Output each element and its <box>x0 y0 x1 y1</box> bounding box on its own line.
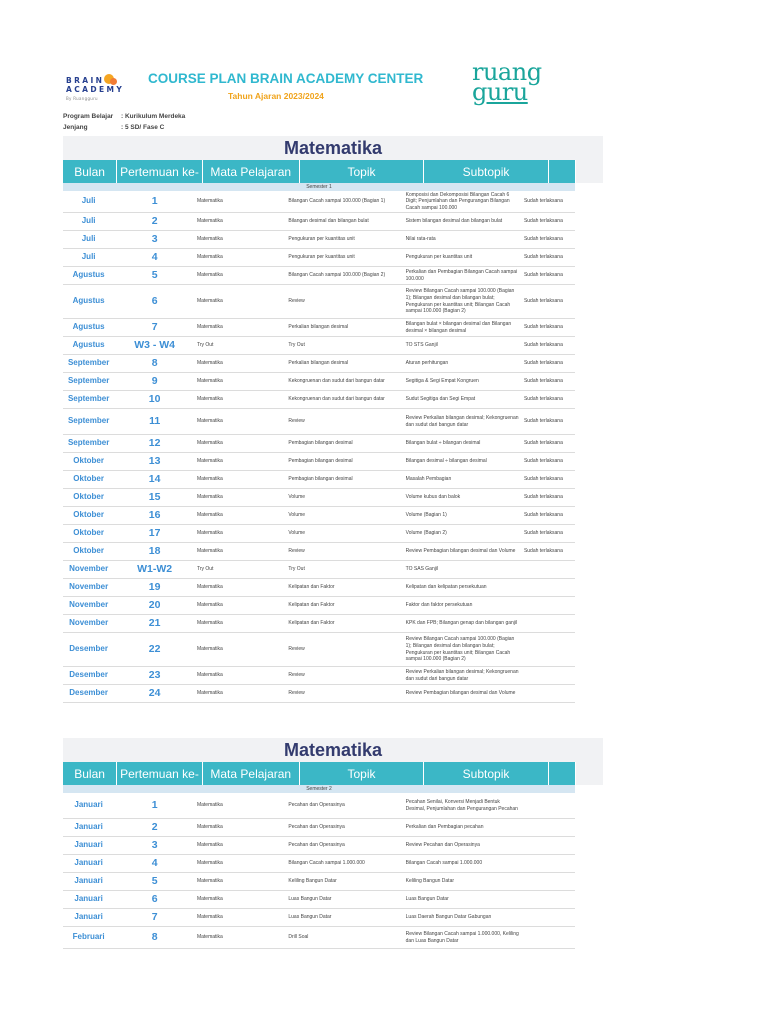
table-row <box>63 409 575 435</box>
cell-pertemuan: 5 <box>151 269 158 282</box>
cell-mata-pelajaran: Matematika <box>196 218 223 225</box>
col-topik: Topik <box>300 160 425 183</box>
cell-pertemuan: 20 <box>148 599 161 612</box>
cell-pertemuan: 14 <box>148 473 161 486</box>
cell-status <box>521 899 575 901</box>
cell-topik: Review <box>288 298 305 305</box>
cell-bulan: Januari <box>74 822 103 832</box>
cell-bulan: November <box>69 600 109 610</box>
cell-subtopik: Review Pembagian bilangan desimal dan Volume <box>405 548 516 555</box>
cell-subtopik: KPK dan FPB; Bilangan genap dan bilangan ganjil <box>405 620 518 627</box>
cell-subtopik: Masalah Pembagian <box>405 476 452 483</box>
cell-status: Sudah terlaksana <box>523 494 563 501</box>
cell-pertemuan: 11 <box>149 415 161 428</box>
cell-topik: Perkalian bilangan desimal <box>288 324 349 331</box>
cell-subtopik: Faktor dan faktor persekutuan <box>405 602 473 609</box>
cell-mata-pelajaran: Matematika <box>196 548 223 555</box>
cell-mata-pelajaran: Matematika <box>196 396 223 403</box>
cell-status: Sudah terlaksana <box>523 378 563 385</box>
cell-subtopik: Perkalian dan Pembagian Bilangan Cacah sampai 100.000 <box>405 268 518 282</box>
cell-bulan: Oktober <box>73 546 104 556</box>
cell-bulan: Juli <box>81 216 96 226</box>
cell-mata-pelajaran: Matematika <box>196 476 223 483</box>
cell-status: Sudah terlaksana <box>523 218 563 225</box>
jenjang-label: Jenjang <box>63 124 88 131</box>
cell-bulan: November <box>69 582 109 592</box>
cell-bulan: Januari <box>74 894 103 904</box>
academic-year: Tahun Ajaran 2023/2024 <box>228 91 324 101</box>
section-semester-1 <box>63 136 603 703</box>
header-spacer <box>576 160 603 183</box>
cell-status <box>521 937 575 939</box>
cell-subtopik: Review Bilangan Cacah sampai 1.000.000, Keliling dan Luas Bangun Datar <box>405 930 519 944</box>
cell-topik: Bilangan Cacah sampai 100.000 (Bagian 2) <box>288 272 386 279</box>
cell-mata-pelajaran: Matematika <box>196 418 223 425</box>
cell-mata-pelajaran: Matematika <box>196 878 223 885</box>
cell-subtopik: Volume (Bagian 1) <box>405 512 447 519</box>
cell-pertemuan: 4 <box>151 857 158 870</box>
cell-topik: Kelipatan dan Faktor <box>288 602 335 609</box>
cell-subtopik: Keliling Bangun Datar <box>405 878 455 885</box>
cell-bulan: Oktober <box>73 492 104 502</box>
cell-status: Sudah terlaksana <box>523 298 563 305</box>
table-header <box>63 762 603 785</box>
cell-mata-pelajaran: Matematika <box>196 934 223 941</box>
cell-bulan: September <box>67 438 110 448</box>
ruangguru-logo-line2: guru <box>472 78 528 106</box>
cell-status <box>521 845 575 847</box>
bulb-accent-icon <box>110 78 117 85</box>
header-spacer <box>576 762 603 785</box>
cell-mata-pelajaran: Matematika <box>196 646 223 653</box>
cell-subtopik: TO SAS Ganjil <box>405 566 439 573</box>
cell-subtopik: Bilangan desimal ÷ bilangan desimal <box>405 458 487 465</box>
cell-pertemuan: 13 <box>148 455 161 468</box>
cell-topik: Review <box>288 672 305 679</box>
col-subtopik: Subtopik <box>424 762 549 785</box>
table-row <box>63 597 575 615</box>
cell-topik: Pengukuran per kuantitas unit <box>288 236 355 243</box>
cell-status <box>521 917 575 919</box>
table-row <box>63 855 575 873</box>
table-body <box>63 793 603 949</box>
cell-subtopik: Bilangan Cacah sampai 1.000.000 <box>405 860 483 867</box>
cell-pertemuan: 1 <box>151 195 158 208</box>
table-row <box>63 837 575 855</box>
table-row <box>63 471 575 489</box>
cell-pertemuan: 23 <box>148 669 161 682</box>
cell-topik: Luas Bangun Datar <box>288 914 332 921</box>
cell-bulan: Desember <box>69 670 108 680</box>
cell-bulan: Agustus <box>72 270 105 280</box>
table-row <box>63 355 575 373</box>
cell-bulan: Agustus <box>72 322 105 332</box>
cell-topik: Perkalian bilangan desimal <box>288 360 349 367</box>
table-row <box>63 685 575 703</box>
cell-status <box>521 881 575 883</box>
cell-mata-pelajaran: Matematika <box>196 360 223 367</box>
ruangguru-logo <box>472 58 562 114</box>
cell-pertemuan: 4 <box>151 251 158 264</box>
cell-pertemuan: 6 <box>151 295 158 308</box>
cell-pertemuan: 3 <box>151 839 158 852</box>
table-row <box>63 191 575 213</box>
table-row <box>63 249 575 267</box>
cell-subtopik: Pengukuran per kuantitas unit <box>405 254 473 261</box>
cell-bulan: Oktober <box>73 528 104 538</box>
cell-subtopik: Volume (Bagian 2) <box>405 530 447 537</box>
cell-bulan: November <box>69 564 109 574</box>
table-body <box>63 191 603 703</box>
cell-mata-pelajaran: Matematika <box>196 620 223 627</box>
cell-topik: Volume <box>288 512 306 519</box>
table-row <box>63 373 575 391</box>
cell-bulan: September <box>67 394 110 404</box>
cell-topik: Drill Soal <box>288 934 309 941</box>
cell-status <box>521 649 575 651</box>
cell-subtopik: TO STS Ganjil <box>405 342 438 349</box>
cell-subtopik: Perkalian dan Pembagian pecahan <box>405 824 484 831</box>
cell-topik: Try Out <box>288 342 305 349</box>
cell-subtopik: Bilangan bulat ÷ bilangan desimal <box>405 440 481 447</box>
col-mata-pelajaran: Mata Pelajaran <box>203 762 300 785</box>
cell-subtopik: Sistem bilangan desimal dan bilangan bulat <box>405 218 503 225</box>
cell-bulan: Desember <box>69 688 108 698</box>
col-mata-pelajaran: Mata Pelajaran <box>203 160 300 183</box>
cell-status: Sudah terlaksana <box>523 418 563 425</box>
cell-topik: Pecahan dan Operasinya <box>288 802 345 809</box>
cell-status: Sudah terlaksana <box>523 458 563 465</box>
cell-subtopik: Pecahan Senilai, Konversi Menjadi Bentuk Desimal, Penjumlahan dan Pengurangan Pecahan <box>405 798 518 812</box>
cell-mata-pelajaran: Matematika <box>196 198 223 205</box>
cell-pertemuan: 9 <box>151 375 158 388</box>
cell-topik: Bilangan Cacah sampai 100.000 (Bagian 1) <box>288 198 386 205</box>
cell-subtopik: Kelipatan dan kelipatan persekutuan <box>405 584 487 591</box>
table-row <box>63 525 575 543</box>
program-label: Program Belajar <box>63 113 114 120</box>
cell-bulan: Januari <box>74 858 103 868</box>
program-value: : Kurikulum Merdeka <box>121 113 186 120</box>
col-bulan: Bulan <box>63 160 117 183</box>
table-row <box>63 453 575 471</box>
table-row <box>63 667 575 685</box>
cell-topik: Volume <box>288 494 306 501</box>
cell-status: Sudah terlaksana <box>523 548 563 555</box>
cell-status: Sudah terlaksana <box>523 530 563 537</box>
cell-bulan: September <box>67 358 110 368</box>
cell-topik: Kelipatan dan Faktor <box>288 584 335 591</box>
cell-pertemuan: 1 <box>151 799 158 812</box>
table-row <box>63 507 575 525</box>
col-topik: Topik <box>300 762 425 785</box>
cell-pertemuan: 21 <box>148 617 161 630</box>
cell-topik: Volume <box>288 530 306 537</box>
cell-bulan: Februari <box>72 932 105 942</box>
table-row <box>63 231 575 249</box>
cell-subtopik: Volume kubus dan balok <box>405 494 461 501</box>
cell-topik: Review <box>288 418 305 425</box>
table-row <box>63 615 575 633</box>
cell-bulan: September <box>67 416 110 426</box>
cell-mata-pelajaran: Matematika <box>196 440 223 447</box>
cell-mata-pelajaran: Matematika <box>196 530 223 537</box>
cell-pertemuan: 15 <box>148 491 161 504</box>
col-status <box>549 762 577 785</box>
cell-bulan: Agustus <box>72 340 105 350</box>
cell-pertemuan: 3 <box>151 233 158 246</box>
cell-topik: Kekongruenan dan sudut dari bangun datar <box>288 378 385 385</box>
cell-topik: Kelipatan dan Faktor <box>288 620 335 627</box>
table-row <box>63 819 575 837</box>
cell-pertemuan: 5 <box>151 875 158 888</box>
cell-bulan: Januari <box>74 912 103 922</box>
cell-pertemuan: 2 <box>151 215 158 228</box>
cell-pertemuan: W3 - W4 <box>134 339 176 352</box>
cell-bulan: Januari <box>74 800 103 810</box>
cell-status <box>521 863 575 865</box>
cell-topik: Bilangan desimal dan bilangan bulat <box>288 218 369 225</box>
cell-subtopik: Luas Bangun Datar <box>405 896 449 903</box>
col-pertemuan: Pertemuan ke- <box>117 762 203 785</box>
cell-bulan: Juli <box>81 196 96 206</box>
cell-pertemuan: 8 <box>151 931 158 944</box>
cell-topik: Keliling Bangun Datar <box>288 878 337 885</box>
cell-topik: Pembagian bilangan desimal <box>288 476 353 483</box>
table-row <box>63 319 575 337</box>
cell-pertemuan: 24 <box>148 687 161 700</box>
cell-subtopik: Komposisi dan Dekomposisi Bilangan Cacah 6 Digit; Penjumlahan dan Pengurangan Bilangan Cacah sampai 100.000 <box>405 191 510 211</box>
cell-pertemuan: 22 <box>148 643 161 656</box>
cell-status <box>521 569 575 571</box>
semester-label: Semester 2 <box>63 785 575 793</box>
cell-status: Sudah terlaksana <box>523 512 563 519</box>
cell-status <box>521 587 575 589</box>
cell-subtopik: Review Pecahan dan Operasinya <box>405 842 480 849</box>
brain-academy-logo <box>66 76 126 101</box>
section-title: Matematika <box>283 137 383 158</box>
cell-mata-pelajaran: Matematika <box>196 802 223 809</box>
cell-pertemuan: 19 <box>148 581 161 594</box>
cell-pertemuan: 8 <box>151 357 158 370</box>
table-row <box>63 579 575 597</box>
col-subtopik: Subtopik <box>424 160 549 183</box>
logo-line-academy: ACADEMY <box>66 85 125 94</box>
table-row <box>63 633 575 667</box>
cell-pertemuan: 10 <box>148 393 161 406</box>
cell-status: Sudah terlaksana <box>523 198 563 205</box>
cell-pertemuan: 6 <box>151 893 158 906</box>
cell-subtopik: Review Bilangan Cacah sampai 100.000 (Bagian 1); Bilangan desimal dan bilangan bulat; Pengukuran per kuantitas unit; Bilangan Cacah sampai 100.000 (Bagian 2) <box>405 288 515 315</box>
cell-status <box>521 693 575 695</box>
cell-bulan: Januari <box>74 876 103 886</box>
cell-topik: Review <box>288 690 305 697</box>
table-row <box>63 891 575 909</box>
col-pertemuan: Pertemuan ke- <box>117 160 203 183</box>
cell-status <box>521 605 575 607</box>
table-row <box>63 285 575 319</box>
cell-subtopik: Segitiga & Segi Empat Kongruen <box>405 378 479 385</box>
cell-subtopik: Review Perkalian bilangan desimal; Kekongruenan dan sudut dari bangun datar <box>405 414 519 428</box>
cell-status: Sudah terlaksana <box>523 440 563 447</box>
cell-mata-pelajaran: Try Out <box>196 566 214 573</box>
cell-pertemuan: 12 <box>148 437 161 450</box>
cell-topik: Luas Bangun Datar <box>288 896 332 903</box>
cell-pertemuan: 7 <box>151 321 158 334</box>
cell-subtopik: Review Perkalian bilangan desimal; Kekongruenan dan sudut dari bangun datar <box>405 668 519 682</box>
cell-mata-pelajaran: Matematika <box>196 842 223 849</box>
cell-topik: Pengukuran per kuantitas unit <box>288 254 355 261</box>
cell-subtopik: Bilangan bulat × bilangan desimal dan Bilangan desimal × bilangan desimal <box>405 320 512 334</box>
cell-topik: Kekongruenan dan sudut dari bangun datar <box>288 396 385 403</box>
cell-topik: Try Out <box>288 566 305 573</box>
program-info <box>63 113 185 120</box>
ruangguru-logo-line1: ruang <box>472 58 542 86</box>
table-row <box>63 561 575 579</box>
semester-label: Semester 1 <box>63 183 575 191</box>
cell-bulan: Januari <box>74 840 103 850</box>
cell-subtopik: Review Bilangan Cacah sampai 100.000 (Bagian 1); Bilangan desimal dan bilangan bulat; Pengukuran per kuantitas unit; Bilangan Cacah sampai 100.000 (Bagian 2) <box>405 636 515 663</box>
table-row <box>63 793 575 819</box>
cell-bulan: Desember <box>69 644 108 654</box>
cell-pertemuan: 18 <box>148 545 161 558</box>
cell-bulan: Agustus <box>72 296 105 306</box>
cell-pertemuan: 17 <box>148 527 161 540</box>
cell-mata-pelajaran: Matematika <box>196 298 223 305</box>
cell-mata-pelajaran: Matematika <box>196 860 223 867</box>
cell-status: Sudah terlaksana <box>523 360 563 367</box>
cell-mata-pelajaran: Matematika <box>196 914 223 921</box>
cell-status <box>521 623 575 625</box>
section-title: Matematika <box>283 739 383 760</box>
cell-mata-pelajaran: Matematika <box>196 512 223 519</box>
cell-status: Sudah terlaksana <box>523 476 563 483</box>
jenjang-info <box>63 124 164 131</box>
cell-status <box>521 827 575 829</box>
table-row <box>63 543 575 561</box>
table-row <box>63 873 575 891</box>
cell-mata-pelajaran: Matematika <box>196 254 223 261</box>
cell-mata-pelajaran: Matematika <box>196 602 223 609</box>
logo-line-by: By Ruangguru <box>66 96 98 101</box>
cell-mata-pelajaran: Matematika <box>196 584 223 591</box>
section-banner <box>63 136 603 160</box>
cell-bulan: Oktober <box>73 474 104 484</box>
cell-pertemuan: 16 <box>148 509 161 522</box>
cell-mata-pelajaran: Matematika <box>196 324 223 331</box>
cell-status: Sudah terlaksana <box>523 254 563 261</box>
cell-status <box>521 805 575 807</box>
table-row <box>63 267 575 285</box>
cell-mata-pelajaran: Matematika <box>196 494 223 501</box>
cell-mata-pelajaran: Try Out <box>196 342 214 349</box>
cell-bulan: Juli <box>81 234 96 244</box>
cell-status: Sudah terlaksana <box>523 396 563 403</box>
cell-subtopik: Sudut Segitiga dan Segi Empat <box>405 396 476 403</box>
cell-subtopik: Aturan perhitungan <box>405 360 449 367</box>
cell-bulan: September <box>67 376 110 386</box>
cell-bulan: Oktober <box>73 510 104 520</box>
cell-pertemuan: W1-W2 <box>137 563 173 576</box>
cell-bulan: November <box>69 618 109 628</box>
col-status <box>549 160 577 183</box>
col-bulan: Bulan <box>63 762 117 785</box>
cell-mata-pelajaran: Matematika <box>196 824 223 831</box>
logo-line-brain: BRAIN <box>66 76 105 85</box>
cell-topik: Pembagian bilangan desimal <box>288 440 353 447</box>
table-row <box>63 213 575 231</box>
cell-mata-pelajaran: Matematika <box>196 896 223 903</box>
cell-bulan: Oktober <box>73 456 104 466</box>
cell-topik: Review <box>288 646 305 653</box>
jenjang-value: : 5 SD/ Fase C <box>121 124 165 131</box>
cell-pertemuan: 2 <box>151 821 158 834</box>
section-semester-2 <box>63 738 603 949</box>
section-banner <box>63 738 603 762</box>
cell-status: Sudah terlaksana <box>523 272 563 279</box>
table-row <box>63 927 575 949</box>
cell-subtopik: Luas Daerah Bangun Datar Gabungan <box>405 914 492 921</box>
cell-bulan: Juli <box>81 252 96 262</box>
cell-subtopik: Nilai rata-rata <box>405 236 436 243</box>
table-row <box>63 391 575 409</box>
table-row <box>63 337 575 355</box>
cell-mata-pelajaran: Matematika <box>196 378 223 385</box>
cell-mata-pelajaran: Matematika <box>196 690 223 697</box>
cell-status: Sudah terlaksana <box>523 236 563 243</box>
cell-topik: Pecahan dan Operasinya <box>288 824 345 831</box>
cell-topik: Pembagian bilangan desimal <box>288 458 353 465</box>
cell-topik: Bilangan Cacah sampai 1.000.000 <box>288 860 365 867</box>
cell-status: Sudah terlaksana <box>523 324 563 331</box>
cell-mata-pelajaran: Matematika <box>196 272 223 279</box>
cell-mata-pelajaran: Matematika <box>196 672 223 679</box>
cell-status: Sudah terlaksana <box>523 342 563 349</box>
cell-status <box>521 675 575 677</box>
cell-topik: Pecahan dan Operasinya <box>288 842 345 849</box>
document-title: COURSE PLAN BRAIN ACADEMY CENTER <box>148 71 424 86</box>
table-row <box>63 489 575 507</box>
cell-subtopik: Review Pembagian bilangan desimal dan Volume <box>405 690 516 697</box>
cell-mata-pelajaran: Matematika <box>196 236 223 243</box>
table-row <box>63 435 575 453</box>
cell-pertemuan: 7 <box>151 911 158 924</box>
table-row <box>63 909 575 927</box>
cell-topik: Review <box>288 548 305 555</box>
table-header <box>63 160 603 183</box>
cell-mata-pelajaran: Matematika <box>196 458 223 465</box>
